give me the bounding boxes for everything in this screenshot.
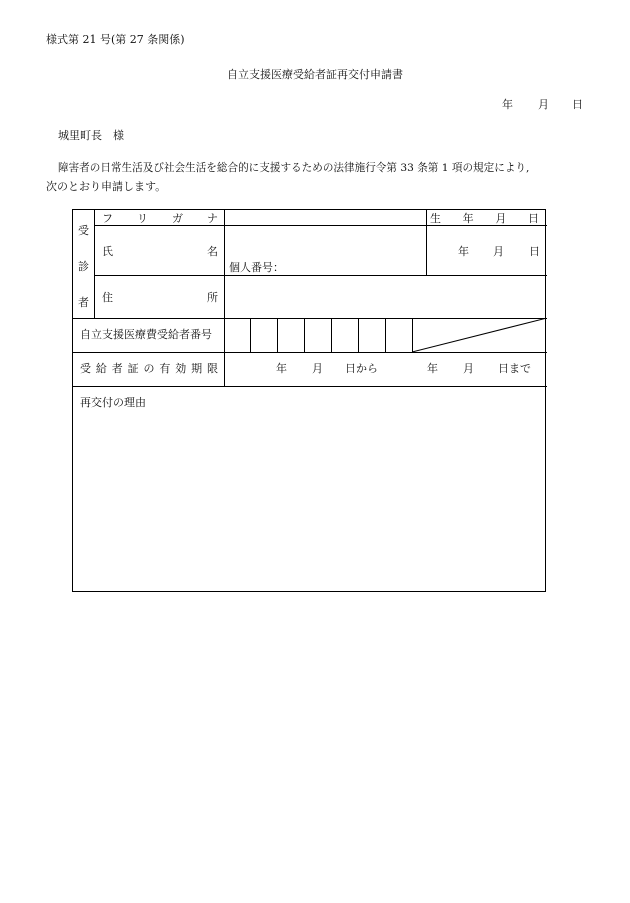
validity-from-month: 月	[312, 362, 323, 375]
validity-to-suffix: 日まで	[498, 362, 531, 375]
address-field[interactable]	[225, 276, 546, 318]
birthdate-header: 生 年 月 日	[430, 212, 539, 225]
address-label: 住 所	[102, 291, 218, 304]
validity-to-year: 年	[427, 362, 438, 375]
birthdate-field[interactable]	[427, 226, 546, 274]
recipient-number-field[interactable]	[225, 319, 412, 352]
name-label: 氏 名	[102, 245, 218, 258]
birth-day: 日	[529, 245, 540, 258]
statement-line-2: 次のとおり申請します。	[46, 180, 167, 193]
document-title: 自立支援医療受給者証再交付申請書	[227, 68, 403, 81]
validity-from-year: 年	[276, 362, 287, 375]
date-year: 年	[502, 98, 513, 111]
reissue-reason-field[interactable]	[74, 412, 546, 590]
furigana-field[interactable]	[225, 211, 425, 225]
birth-year: 年	[458, 245, 469, 258]
validity-label: 受 給 者 証 の 有 効 期 限	[80, 362, 218, 375]
application-form-table	[72, 209, 546, 592]
reissue-reason-label: 再交付の理由	[80, 396, 146, 409]
validity-period-field[interactable]	[225, 353, 546, 386]
patient-label-2: 診	[78, 260, 89, 273]
diagonal-slash	[412, 318, 547, 352]
form-number: 様式第 21 号(第 27 条関係)	[46, 33, 185, 46]
birth-month: 月	[493, 245, 504, 258]
patient-label-1: 受	[78, 224, 89, 237]
date-day: 日	[572, 98, 583, 111]
validity-to-month: 月	[463, 362, 474, 375]
patient-label-3: 者	[78, 296, 89, 309]
mynumber-label: 個人番号：	[229, 261, 284, 274]
recipient-number-label: 自立支援医療費受給者番号	[80, 328, 212, 341]
name-field[interactable]	[225, 226, 425, 260]
statement-line-1: 障害者の日常生活及び社会生活を総合的に支援するための法律施行令第 33 条第 1 項の規定により,	[58, 162, 530, 174]
addressee: 城里町長 様	[58, 129, 124, 142]
furigana-label: フ リ ガ ナ	[102, 212, 218, 225]
date-month: 月	[538, 98, 549, 111]
validity-from-suffix: 日から	[345, 362, 378, 375]
